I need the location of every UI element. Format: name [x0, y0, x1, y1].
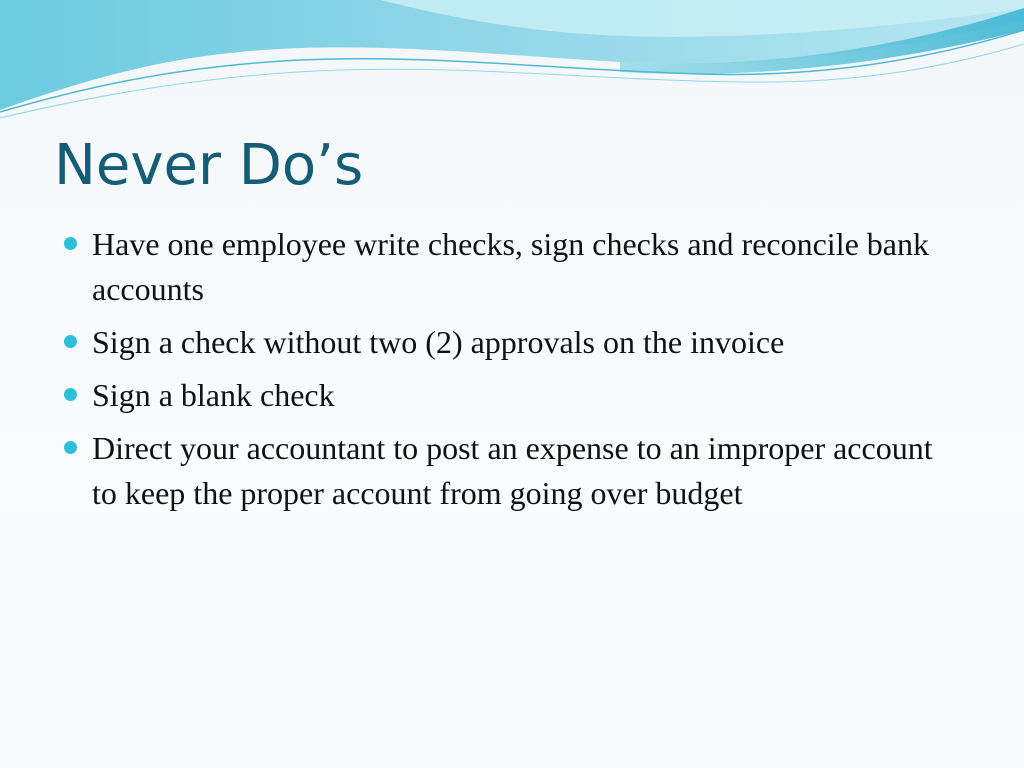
bullet-dot-icon	[64, 335, 77, 348]
slide-title: Never Do’s	[54, 133, 364, 198]
bullet-dot-icon	[64, 237, 77, 250]
bullet-item	[62, 222, 962, 312]
bullet-item	[62, 373, 962, 418]
bullet-text: Sign a blank check	[92, 377, 335, 413]
bullet-dot-icon	[64, 388, 77, 401]
bullet-text: Direct your accountant to post an expense to an improper account to keep the proper account from going over budget	[92, 430, 933, 511]
bullet-text: Have one employee write checks, sign checks and reconcile bank accounts	[92, 226, 929, 307]
bullet-list	[62, 222, 962, 524]
decorative-wave-header	[0, 0, 1024, 130]
bullet-item	[62, 320, 962, 365]
bullet-dot-icon	[64, 441, 77, 454]
bullet-text: Sign a check without two (2) approvals on the invoice	[92, 324, 785, 360]
bullet-item	[62, 426, 962, 516]
